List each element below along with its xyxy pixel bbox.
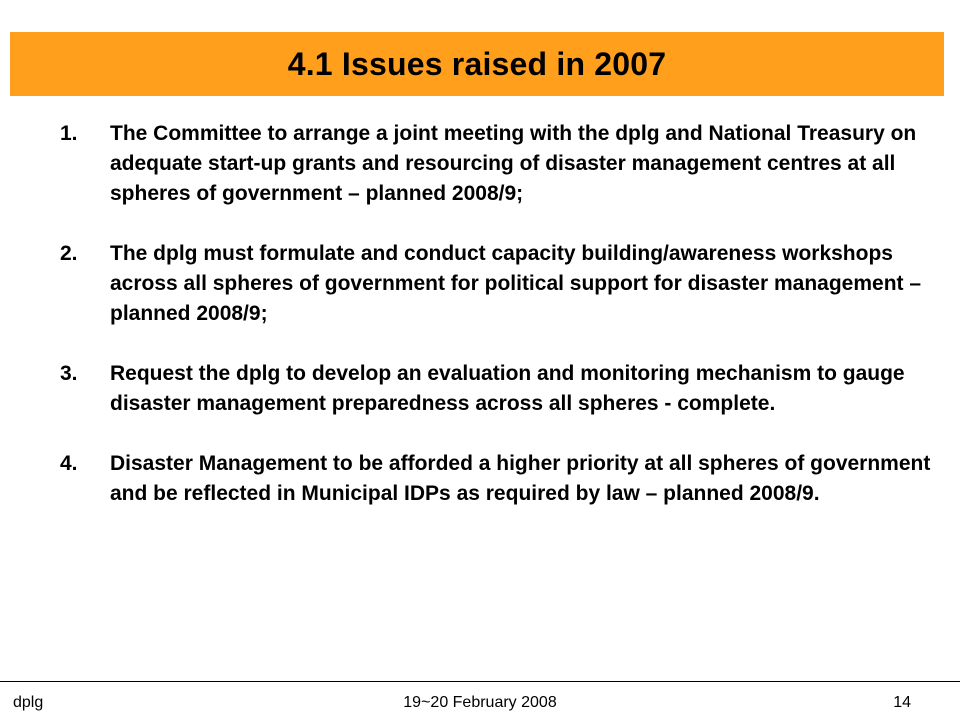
issue-list <box>60 119 940 539</box>
issue-number: 4. <box>60 452 78 475</box>
issue-item-1 <box>60 119 940 209</box>
issue-item-2 <box>60 239 940 329</box>
issue-number: 1. <box>60 122 78 145</box>
slide-title: 4.1 Issues raised in 2007 <box>287 45 667 82</box>
issue-number: 3. <box>60 362 78 385</box>
slide-number: 14 <box>893 694 911 711</box>
issue-item-3 <box>60 359 940 419</box>
issue-text: The dplg must formulate and conduct capacity building/awareness workshops across all spheres of government for political support for disaster management – planned 2008/9; <box>110 242 922 325</box>
footer-organization: dplg <box>13 694 44 711</box>
footer-date: 19~20 February 2008 <box>403 694 557 711</box>
issue-text: The Committee to arrange a joint meeting with the dplg and National Treasury on adequate start-up grants and resourcing of disaster management centres at all spheres of government – planned 2008/9; <box>110 122 917 205</box>
issue-text: Request the dplg to develop an evaluation and monitoring mechanism to gauge disaster management preparedness across all spheres - complete. <box>110 362 905 415</box>
issue-number: 2. <box>60 242 78 265</box>
issue-item-4 <box>60 449 940 509</box>
title-bar <box>10 32 944 96</box>
issue-text: Disaster Management to be afforded a higher priority at all spheres of government and be reflected in Municipal IDPs as required by law – planned 2008/9. <box>110 452 931 505</box>
footer-divider <box>0 681 960 682</box>
